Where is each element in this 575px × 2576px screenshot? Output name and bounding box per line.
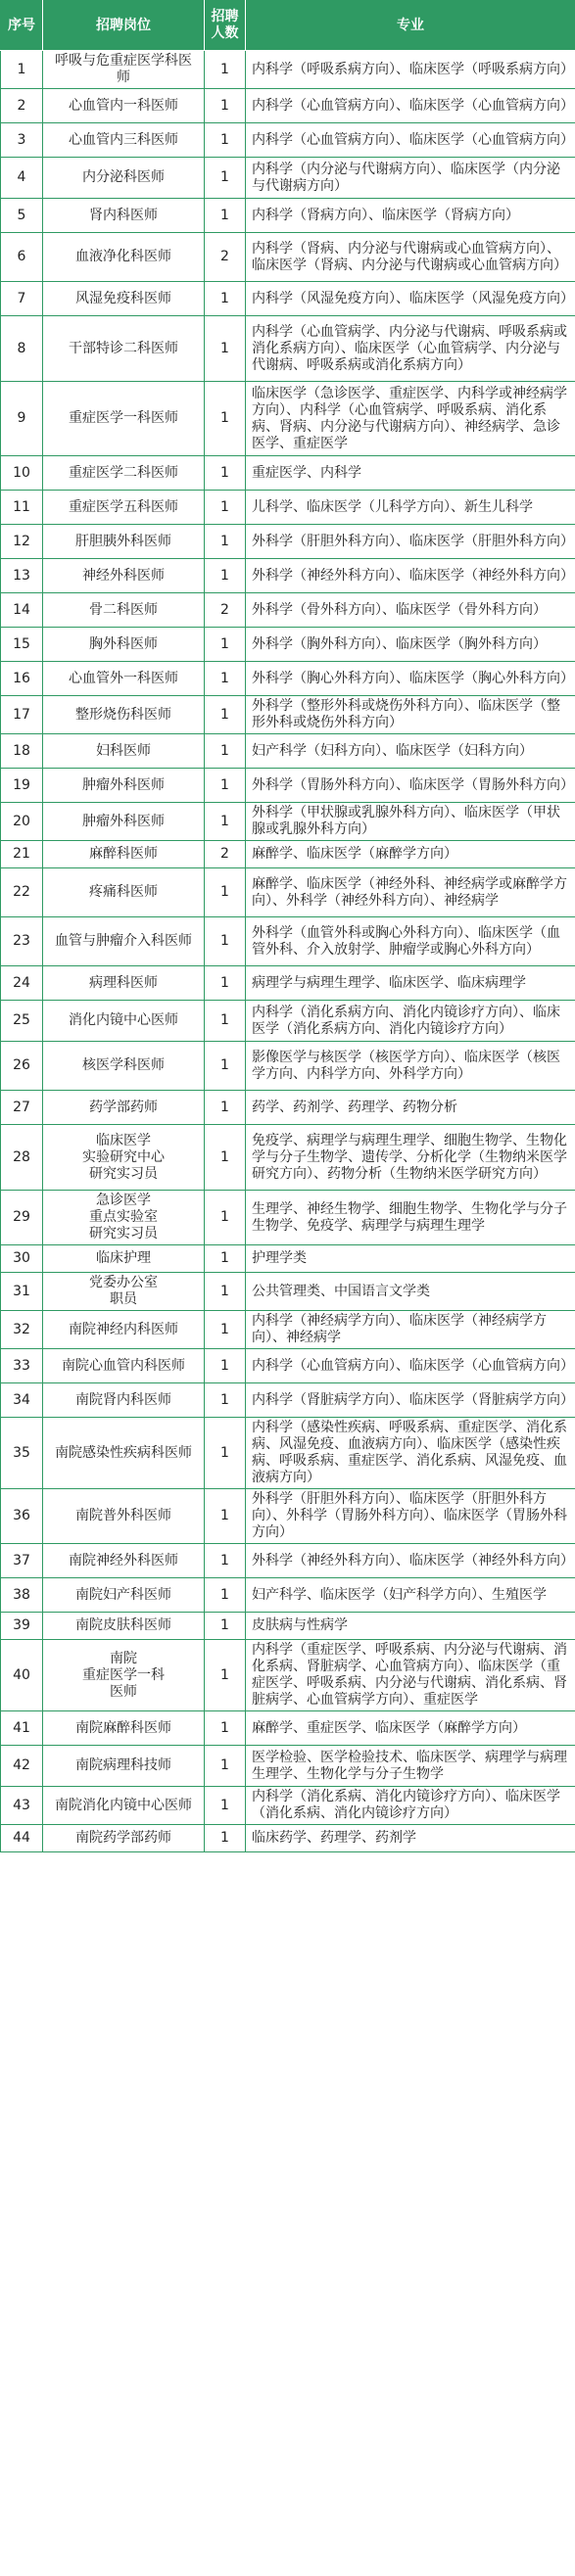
- row-position-text: 南院妇产科医师: [75, 1586, 171, 1603]
- row-position: [43, 1825, 205, 1852]
- row-count: 1: [205, 559, 246, 593]
- table-row: [1, 1042, 575, 1091]
- row-position: [43, 1613, 205, 1640]
- row-position: [43, 1418, 205, 1489]
- row-position: [43, 1489, 205, 1544]
- row-major: 免疫学、病理学与病理生理学、细胞生物学、生物化学与分子生物学、遗传学、分析化学（生物纳米医学研究方向）、药物分析（生物纳米医学研究方向）: [246, 1125, 575, 1191]
- row-position: [43, 1711, 205, 1746]
- row-position: [43, 1125, 205, 1191]
- row-position: [43, 199, 205, 233]
- row-position-text: 心血管内一科医师: [69, 97, 178, 114]
- row-index: 11: [1, 491, 43, 525]
- row-count: 1: [205, 51, 246, 89]
- row-position: [43, 456, 205, 491]
- row-count: 1: [205, 1787, 246, 1825]
- row-count: 1: [205, 123, 246, 158]
- row-position: [43, 803, 205, 841]
- table-row: [1, 199, 575, 233]
- row-position: [43, 1383, 205, 1418]
- row-position: [43, 491, 205, 525]
- table-row: [1, 1613, 575, 1640]
- row-count: 1: [205, 696, 246, 734]
- row-count: 1: [205, 525, 246, 559]
- row-count: 1: [205, 1418, 246, 1489]
- row-major: 内科学（重症医学、呼吸系病、内分泌与代谢病、消化系病、肾脏病学、心血管病方向）、临床医学（重症医学、呼吸系病、内分泌与代谢病、消化系病、肾脏病学、心血管病学方向）、重症医学: [246, 1640, 575, 1711]
- row-index: 35: [1, 1418, 43, 1489]
- row-major: 外科学（整形外科或烧伤外科方向）、临床医学（整形外科或烧伤外科方向）: [246, 696, 575, 734]
- table-row: [1, 51, 575, 89]
- row-major: 外科学（肝胆外科方向）、临床医学（肝胆外科方向）: [246, 525, 575, 559]
- row-position-text: 血管与肿瘤介入科医师: [55, 933, 192, 949]
- row-position: [43, 1640, 205, 1711]
- table-row: [1, 1640, 575, 1711]
- row-count: 1: [205, 662, 246, 696]
- table-row: [1, 491, 575, 525]
- table-row: [1, 868, 575, 917]
- table-row: [1, 233, 575, 282]
- row-position-text: 南院感染性疾病科医师: [55, 1444, 192, 1461]
- table-row: [1, 123, 575, 158]
- row-position: [43, 966, 205, 1001]
- row-position-text: 南院病理科技师: [75, 1757, 171, 1773]
- row-major: 影像医学与核医学（核医学方向）、临床医学（核医学方向、内科学方向、外科学方向）: [246, 1042, 575, 1091]
- table-row: [1, 966, 575, 1001]
- row-count: 1: [205, 1383, 246, 1418]
- row-position: [43, 734, 205, 769]
- row-count: 1: [205, 1191, 246, 1245]
- row-index: 9: [1, 382, 43, 456]
- table-row: [1, 1349, 575, 1383]
- table-row: [1, 158, 575, 199]
- row-position: [43, 1001, 205, 1042]
- table-row: [1, 803, 575, 841]
- row-position-text: 心血管外一科医师: [69, 670, 178, 686]
- row-major: 内科学（心血管病学、内分泌与代谢病、呼吸系病或消化系病方向）、临床医学（心血管病学、内分泌与代谢病、呼吸系病或消化系病方向）: [246, 316, 575, 382]
- row-position-text: 南院麻醉科医师: [75, 1719, 171, 1736]
- row-major: 临床医学（急诊医学、重症医学、内科学或神经病学方向）、内科学（心血管病学、呼吸系病、消化系病、肾病、内分泌与代谢病方向）、神经病学、急诊医学、重症医学: [246, 382, 575, 456]
- row-position-text: 南院消化内镜中心医师: [55, 1797, 192, 1813]
- row-major: 内科学（心血管病方向）、临床医学（心血管病方向）: [246, 123, 575, 158]
- table-row: [1, 1091, 575, 1125]
- row-major: 麻醉学、临床医学（麻醉学方向）: [246, 841, 575, 868]
- table-row: [1, 89, 575, 123]
- row-position: [43, 1746, 205, 1787]
- row-position: [43, 1091, 205, 1125]
- header-major: 专业: [246, 1, 575, 51]
- row-count: 1: [205, 1578, 246, 1613]
- row-index: 36: [1, 1489, 43, 1544]
- row-position: [43, 662, 205, 696]
- row-count: 1: [205, 966, 246, 1001]
- row-major: 内科学（呼吸系病方向）、临床医学（呼吸系病方向）: [246, 51, 575, 89]
- row-position: [43, 841, 205, 868]
- row-major: 妇产科学（妇科方向）、临床医学（妇科方向）: [246, 734, 575, 769]
- table-row: [1, 841, 575, 868]
- row-position-text: 疼痛科医师: [89, 884, 158, 900]
- row-major: 外科学（血管外科或胸心外科方向）、临床医学（血管外科、介入放射学、肿瘤学或胸心外科方向）: [246, 917, 575, 966]
- row-index: 29: [1, 1191, 43, 1245]
- row-position-text: 消化内镜中心医师: [69, 1012, 178, 1028]
- table-row: [1, 1711, 575, 1746]
- row-major: 护理学类: [246, 1245, 575, 1273]
- row-index: 34: [1, 1383, 43, 1418]
- row-major: 内科学（肾病、内分泌与代谢病或心血管病方向）、临床医学（肾病、内分泌与代谢病或心血管病方向）: [246, 233, 575, 282]
- row-major: 儿科学、临床医学（儿科学方向）、新生儿科学: [246, 491, 575, 525]
- row-position: [43, 559, 205, 593]
- row-position-text: 临床护理: [96, 1250, 151, 1266]
- row-count: 1: [205, 199, 246, 233]
- row-index: 16: [1, 662, 43, 696]
- table-row: [1, 593, 575, 628]
- table-row: [1, 559, 575, 593]
- row-index: 20: [1, 803, 43, 841]
- row-count: 1: [205, 1245, 246, 1273]
- row-position: [43, 917, 205, 966]
- row-major: 内科学（神经病学方向）、临床医学（神经病学方向）、神经病学: [246, 1311, 575, 1349]
- row-position-text: 药学部药师: [89, 1099, 158, 1115]
- row-major: 麻醉学、重症医学、临床医学（麻醉学方向）: [246, 1711, 575, 1746]
- row-count: 1: [205, 1613, 246, 1640]
- table-row: [1, 282, 575, 316]
- header-position: 招聘岗位: [43, 1, 205, 51]
- row-index: 31: [1, 1273, 43, 1311]
- row-position: [43, 1578, 205, 1613]
- row-index: 40: [1, 1640, 43, 1711]
- row-count: 1: [205, 1001, 246, 1042]
- row-position-text: 南院肾内科医师: [75, 1391, 171, 1408]
- row-count: 2: [205, 233, 246, 282]
- row-position: [43, 316, 205, 382]
- row-position-text: 肿瘤外科医师: [82, 776, 165, 793]
- row-index: 39: [1, 1613, 43, 1640]
- row-position-text: 南院心血管内科医师: [62, 1357, 185, 1374]
- row-index: 25: [1, 1001, 43, 1042]
- table-row: [1, 734, 575, 769]
- table-row: [1, 662, 575, 696]
- row-major: 麻醉学、临床医学（神经外科、神经病学或麻醉学方向）、外科学（神经外科方向）、神经病学: [246, 868, 575, 917]
- table-body: [1, 51, 575, 1852]
- row-major: 外科学（肝胆外科方向）、临床医学（肝胆外科方向）、外科学（胃肠外科方向）、临床医学（胃肠外科方向）: [246, 1489, 575, 1544]
- row-position-text: 胸外科医师: [89, 635, 158, 652]
- row-major: 内科学（肾病方向）、临床医学（肾病方向）: [246, 199, 575, 233]
- row-position-text: 重症医学五科医师: [69, 498, 178, 515]
- row-position-text: 核医学科医师: [82, 1057, 165, 1073]
- row-index: 14: [1, 593, 43, 628]
- header-index: 序号: [1, 1, 43, 51]
- table-row: [1, 1001, 575, 1042]
- table-row: [1, 525, 575, 559]
- table-row: [1, 1489, 575, 1544]
- row-index: 37: [1, 1544, 43, 1578]
- table-row: [1, 1578, 575, 1613]
- row-position: [43, 628, 205, 662]
- row-major: 外科学（胸外科方向）、临床医学（胸外科方向）: [246, 628, 575, 662]
- row-major: 外科学（胸心外科方向）、临床医学（胸心外科方向）: [246, 662, 575, 696]
- row-count: 1: [205, 1349, 246, 1383]
- row-position: [43, 1311, 205, 1349]
- row-position: [43, 1544, 205, 1578]
- row-major: 妇产科学、临床医学（妇产科学方向）、生殖医学: [246, 1578, 575, 1613]
- table-header-row: [1, 1, 575, 51]
- row-index: 2: [1, 89, 43, 123]
- row-position-text: 南院皮肤科医师: [75, 1617, 171, 1633]
- table-row: [1, 1787, 575, 1825]
- row-index: 38: [1, 1578, 43, 1613]
- row-count: 2: [205, 593, 246, 628]
- row-position-text: 南院神经外科医师: [69, 1552, 178, 1569]
- row-index: 24: [1, 966, 43, 1001]
- row-position-text: 血液净化科医师: [75, 249, 171, 264]
- table-row: [1, 696, 575, 734]
- row-count: 1: [205, 1825, 246, 1852]
- row-count: 1: [205, 868, 246, 917]
- row-major: 公共管理类、中国语言文学类: [246, 1273, 575, 1311]
- row-position-text: 肝胆胰外科医师: [75, 533, 171, 549]
- table-row: [1, 1191, 575, 1245]
- row-position-text: 急诊医学 重点实验室 研究实习员: [89, 1193, 158, 1241]
- row-count: 1: [205, 1091, 246, 1125]
- row-count: 1: [205, 734, 246, 769]
- row-major: 内科学（感染性疾病、呼吸系病、重症医学、消化系病、风湿免疫、血液病方向）、临床医学（感染性疾病、呼吸系病、重症医学、消化系病、风湿免疫、血液病方向）: [246, 1418, 575, 1489]
- row-count: 1: [205, 282, 246, 316]
- row-count: 1: [205, 769, 246, 803]
- row-count: 1: [205, 1489, 246, 1544]
- row-position-text: 心血管内三科医师: [69, 131, 178, 148]
- row-position-text: 重症医学二科医师: [69, 464, 178, 481]
- table-row: [1, 1383, 575, 1418]
- row-major: 内科学（心血管病方向）、临床医学（心血管病方向）: [246, 1349, 575, 1383]
- row-position-text: 病理科医师: [89, 974, 158, 991]
- table-row: [1, 316, 575, 382]
- row-index: 3: [1, 123, 43, 158]
- row-count: 1: [205, 456, 246, 491]
- row-major: 内科学（消化系病、消化内镜诊疗方向）、临床医学（消化系病、消化内镜诊疗方向）: [246, 1787, 575, 1825]
- row-index: 27: [1, 1091, 43, 1125]
- row-index: 1: [1, 51, 43, 89]
- row-count: 1: [205, 89, 246, 123]
- row-index: 33: [1, 1349, 43, 1383]
- row-count: 2: [205, 841, 246, 868]
- row-index: 5: [1, 199, 43, 233]
- table-row: [1, 456, 575, 491]
- table-row: [1, 1273, 575, 1311]
- table-row: [1, 917, 575, 966]
- row-position: [43, 593, 205, 628]
- row-count: 1: [205, 1711, 246, 1746]
- row-position-text: 骨二科医师: [89, 601, 158, 618]
- row-position: [43, 51, 205, 89]
- row-index: 8: [1, 316, 43, 382]
- row-count: 1: [205, 1746, 246, 1787]
- row-major: 重症医学、内科学: [246, 456, 575, 491]
- row-position-text: 干部特诊二科医师: [69, 340, 178, 356]
- row-position-text: 南院普外科医师: [75, 1508, 171, 1523]
- row-index: 30: [1, 1245, 43, 1273]
- row-position: [43, 1787, 205, 1825]
- row-major: 药学、药剂学、药理学、药物分析: [246, 1091, 575, 1125]
- row-count: 1: [205, 917, 246, 966]
- row-position: [43, 158, 205, 199]
- table-row: [1, 1825, 575, 1852]
- row-position-text: 临床医学 实验研究中心 研究实习员: [82, 1132, 165, 1182]
- table-row: [1, 769, 575, 803]
- row-position-text: 麻醉科医师: [89, 846, 158, 862]
- row-position-text: 神经外科医师: [82, 567, 165, 584]
- row-index: 13: [1, 559, 43, 593]
- table-row: [1, 1544, 575, 1578]
- row-major: 内科学（风湿免疫方向）、临床医学（风湿免疫方向）: [246, 282, 575, 316]
- row-count: 1: [205, 1042, 246, 1091]
- row-major: 外科学（骨外科方向）、临床医学（骨外科方向）: [246, 593, 575, 628]
- row-position: [43, 382, 205, 456]
- table-row: [1, 1311, 575, 1349]
- row-index: 26: [1, 1042, 43, 1091]
- row-index: 41: [1, 1711, 43, 1746]
- row-position-text: 党委办公室 职员: [89, 1275, 158, 1307]
- row-major: 外科学（神经外科方向）、临床医学（神经外科方向）: [246, 559, 575, 593]
- row-position: [43, 282, 205, 316]
- row-position: [43, 1042, 205, 1091]
- row-position-text: 呼吸与危重症医学科医师: [55, 53, 192, 85]
- row-major: 临床药学、药理学、药剂学: [246, 1825, 575, 1852]
- row-major: 内科学（肾脏病学方向）、临床医学（肾脏病学方向）: [246, 1383, 575, 1418]
- row-position-text: 风湿免疫科医师: [75, 290, 171, 306]
- row-index: 19: [1, 769, 43, 803]
- row-major: 内科学（心血管病方向）、临床医学（心血管病方向）: [246, 89, 575, 123]
- row-index: 12: [1, 525, 43, 559]
- row-index: 28: [1, 1125, 43, 1191]
- row-position: [43, 696, 205, 734]
- row-position-text: 南院神经内科医师: [69, 1321, 178, 1337]
- table-row: [1, 628, 575, 662]
- row-position: [43, 769, 205, 803]
- row-position: [43, 123, 205, 158]
- row-major: 外科学（神经外科方向）、临床医学（神经外科方向）: [246, 1544, 575, 1578]
- row-major: 内科学（消化系病方向、消化内镜诊疗方向）、临床医学（消化系病方向、消化内镜诊疗方向）: [246, 1001, 575, 1042]
- row-major: 生理学、神经生物学、细胞生物学、生物化学与分子生物学、免疫学、病理学与病理生理学: [246, 1191, 575, 1245]
- row-count: 1: [205, 803, 246, 841]
- row-index: 23: [1, 917, 43, 966]
- row-position-text: 妇科医师: [96, 742, 151, 759]
- row-position-text: 肿瘤外科医师: [82, 813, 165, 829]
- row-position-text: 南院药学部药师: [75, 1830, 171, 1846]
- row-major: 医学检验、医学检验技术、临床医学、病理学与病理生理学、生物化学与分子生物学: [246, 1746, 575, 1787]
- row-count: 1: [205, 1311, 246, 1349]
- row-position-text: 肾内科医师: [89, 207, 158, 223]
- row-count: 1: [205, 1640, 246, 1711]
- row-position-text: 南院 重症医学一科 医师: [82, 1650, 165, 1700]
- row-major: 皮肤病与性病学: [246, 1613, 575, 1640]
- row-index: 43: [1, 1787, 43, 1825]
- row-position-text: 整形烧伤科医师: [75, 706, 171, 723]
- row-index: 44: [1, 1825, 43, 1852]
- table-row: [1, 382, 575, 456]
- row-position: [43, 233, 205, 282]
- header-count: 招聘人数: [205, 1, 246, 51]
- table-row: [1, 1245, 575, 1273]
- table-row: [1, 1418, 575, 1489]
- row-index: 7: [1, 282, 43, 316]
- row-index: 15: [1, 628, 43, 662]
- row-major: 内科学（内分泌与代谢病方向）、临床医学（内分泌与代谢病方向）: [246, 158, 575, 199]
- row-index: 22: [1, 868, 43, 917]
- row-index: 4: [1, 158, 43, 199]
- row-position: [43, 525, 205, 559]
- row-count: 1: [205, 1273, 246, 1311]
- row-count: 1: [205, 1544, 246, 1578]
- row-count: 1: [205, 382, 246, 456]
- row-position: [43, 868, 205, 917]
- row-major: 外科学（胃肠外科方向）、临床医学（胃肠外科方向）: [246, 769, 575, 803]
- row-position: [43, 1191, 205, 1245]
- row-position: [43, 1349, 205, 1383]
- row-position-text: 内分泌科医师: [82, 169, 165, 185]
- row-index: 10: [1, 456, 43, 491]
- row-index: 17: [1, 696, 43, 734]
- row-count: 1: [205, 316, 246, 382]
- row-index: 42: [1, 1746, 43, 1787]
- row-index: 18: [1, 734, 43, 769]
- row-position: [43, 1245, 205, 1273]
- row-position: [43, 89, 205, 123]
- row-major: 外科学（甲状腺或乳腺外科方向）、临床医学（甲状腺或乳腺外科方向）: [246, 803, 575, 841]
- row-position: [43, 1273, 205, 1311]
- row-count: 1: [205, 628, 246, 662]
- table-row: [1, 1125, 575, 1191]
- row-count: 1: [205, 491, 246, 525]
- row-major: 病理学与病理生理学、临床医学、临床病理学: [246, 966, 575, 1001]
- row-position-text: 重症医学一科医师: [69, 410, 178, 426]
- row-count: 1: [205, 1125, 246, 1191]
- row-index: 32: [1, 1311, 43, 1349]
- row-index: 6: [1, 233, 43, 282]
- row-count: 1: [205, 158, 246, 199]
- table-row: [1, 1746, 575, 1787]
- row-index: 21: [1, 841, 43, 868]
